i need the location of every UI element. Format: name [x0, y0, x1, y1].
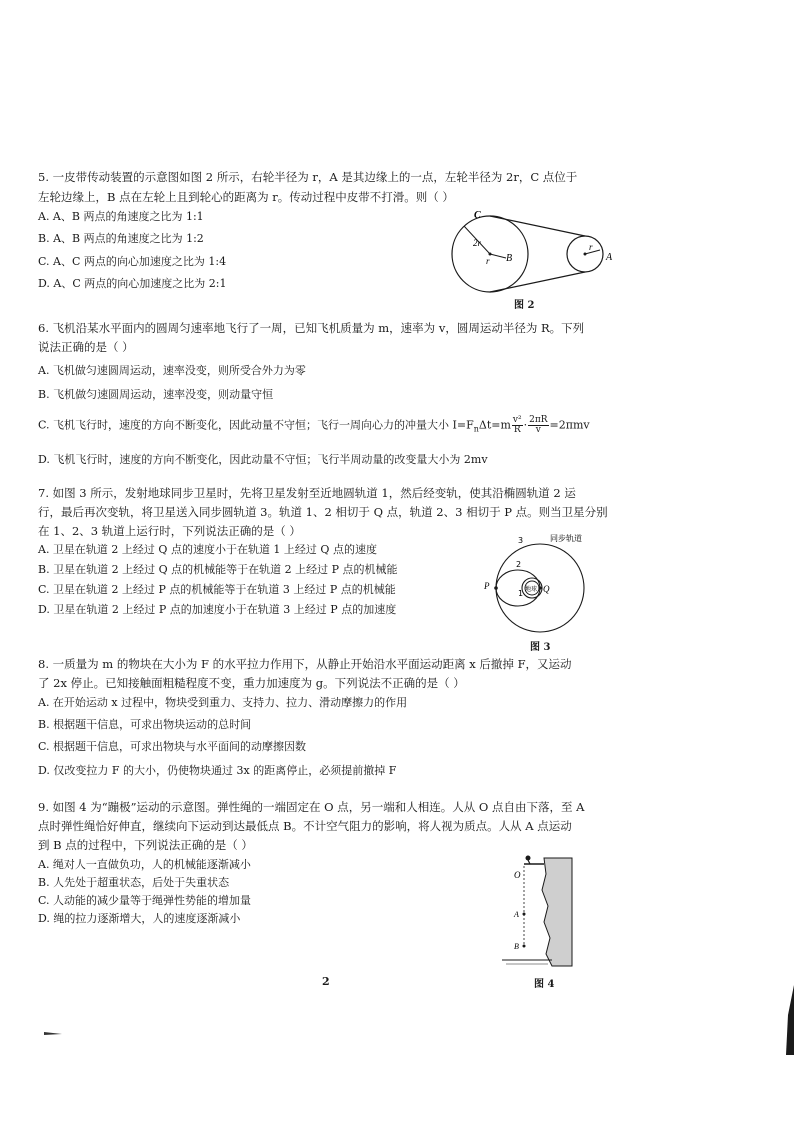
- q7-option-c: C. 卫星在轨道 2 上经过 P 点的机械能等于在轨道 3 上经过 P 点的机械能: [38, 583, 396, 596]
- belt-top: [490, 216, 585, 236]
- fraction-2pir-over-v: [528, 416, 548, 435]
- q9-stem-line2: 点时弹性绳恰好伸直，继续向下运动到达最低点 B。不计空气阻力的影响，将人视为质点。人从 A 点运动: [38, 819, 572, 833]
- q5-option-a: A. A、B 两点的角速度之比为 1:1: [38, 210, 204, 223]
- q9-option-d: D. 绳的拉力逐渐增大，人的速度逐渐减小: [38, 912, 241, 925]
- q7-stem-line1: 7. 如图 3 所示，发射地球同步卫星时，先将卫星发射至近地圆轨道 1，然后经变轨，使其沿椭圆轨道 2 运: [38, 486, 576, 500]
- belt-bottom: [490, 272, 585, 292]
- q6-option-c: C. 飞机飞行时，速度的方向不断变化，因此动量不守恒；飞行一周向心力的冲量大小 $I=F_n\Delta t=m$ $\frac{\text{v²}}{R}$ · $\frac{2\pi R}{v}$ =2πmv: [38, 415, 590, 435]
- label-p: P: [484, 581, 490, 591]
- q9-option-b: B. 人先处于超重状态，后处于失重状态: [38, 876, 230, 889]
- q6-stem-line2: 说法正确的是（ ）: [38, 340, 134, 354]
- q9-option-a: A. 绳对人一直做负功，人的机械能逐渐减小: [38, 858, 251, 871]
- q7-option-d: D. 卫星在轨道 2 上经过 P 点的加速度小于在轨道 3 上经过 P 点的加速度: [38, 603, 397, 616]
- q7-stem-line2: 行，最后再次变轨，将卫星送入同步圆轨道 3。轨道 1、2 相切于 Q 点，轨道 2、3 相切于 P 点。则当卫星分别: [38, 505, 608, 519]
- q6-option-d: D. 飞机飞行时，速度的方向不断变化，因此动量不守恒；飞行半周动量的改变量大小为 2mv: [38, 453, 488, 466]
- q8-option-d: D. 仅改变拉力 F 的大小，仍使物块通过 3x 的距离停止，必须提前撤掉 F: [38, 764, 397, 777]
- label-a: A: [514, 910, 519, 919]
- q9-stem-line1: 9. 如图 4 为“蹦极”运动的示意图。弹性绳的一端固定在 O 点，另一端和人相连。人从 O 点自由下落，至 A: [38, 800, 585, 814]
- label-c: C: [474, 210, 481, 221]
- q5-option-b: B. A、B 两点的角速度之比为 1:2: [38, 232, 204, 245]
- label-earth: 地球: [525, 586, 538, 593]
- q6-option-c-suffix: =2πmv: [549, 418, 590, 432]
- label-b: B: [506, 253, 513, 264]
- point-p: [494, 586, 498, 590]
- radius-r-left: [490, 254, 506, 258]
- fraction-v2-over-r: [512, 416, 523, 435]
- q5-option-c: C. A、C 两点的向心加速度之比为 1:4: [38, 255, 227, 268]
- point-b: [523, 945, 526, 948]
- q7-stem-line3: 在 1、2、3 轨道上运行时，下列说法正确的是（ ）: [38, 524, 301, 538]
- figure-3-orbits: [480, 534, 600, 634]
- q8-option-b: B. 根据题干信息，可求出物块运动的总时间: [38, 718, 252, 731]
- label-q: Q: [543, 584, 550, 594]
- q6-option-b: B. 飞机做匀速圆周运动，速率没变，则动量守恒: [38, 388, 274, 401]
- q6-option-a: A. 飞机做匀速圆周运动，速率没变，则所受合外力为零: [38, 364, 306, 377]
- scan-mark-artifact: [44, 1030, 64, 1036]
- q9-option-c: C. 人动能的减少量等于绳弹性势能的增加量: [38, 894, 252, 907]
- q6-stem-line1: 6. 飞机沿某水平面内的圆周匀速率地飞行了一周，已知飞机质量为 m，速率为 v，圆周运动半径为 R。下列: [38, 321, 585, 335]
- figure-2-caption: 图 2: [514, 300, 535, 311]
- q5-stem-line1: 5. 一皮带传动装置的示意图如图 2 所示，右轮半径为 r，A 是其边缘上的一点，左轮半径为 2r，C 点位于: [38, 170, 578, 184]
- page-number: 2: [322, 975, 330, 988]
- q6-option-c-prefix: C. 飞机飞行时，速度的方向不断变化，因此动量不守恒；飞行一周向心力的冲量大小 I=F: [38, 418, 474, 432]
- label-orbit-3: 3: [518, 536, 524, 545]
- figure-3-caption: 图 3: [530, 642, 551, 653]
- point-a: [523, 913, 526, 916]
- frac1-num: v²: [512, 415, 522, 425]
- frac2-den: v: [535, 425, 541, 435]
- label-r-left: r: [486, 256, 490, 266]
- q6-option-c-mid: Δt=m: [478, 418, 511, 432]
- q9-stem-line3: 到 B 点的过程中，下列说法正确的是（ ）: [38, 838, 253, 852]
- label-2r: 2r: [473, 238, 482, 248]
- q8-stem-line1: 8. 一质量为 m 的物块在大小为 F 的水平拉力作用下，从静止开始沿水平面运动距离 x 后撤掉 F，又运动: [38, 657, 572, 671]
- point-q: [538, 586, 541, 589]
- q7-option-a: A. 卫星在轨道 2 上经过 Q 点的速度小于在轨道 1 上经过 Q 点的速度: [38, 543, 377, 556]
- q5-stem-line2: 左轮边缘上，B 点在左轮上且到轮心的距离为 r。传动过程中皮带不打滑。则（ ）: [38, 190, 454, 204]
- label-orbit-1: 1: [518, 589, 524, 598]
- q7-option-b: B. 卫星在轨道 2 上经过 Q 点的机械能等于在轨道 2 上经过 P 点的机械能: [38, 563, 398, 576]
- q6-option-c-sub: n: [473, 424, 479, 434]
- q8-stem-line2: 了 2x 停止。已知接触面粗糙程度不变，重力加速度为 g。下列说法不正确的是（ ）: [38, 676, 465, 690]
- frac1-den: R: [513, 425, 521, 435]
- figure-4-caption: 图 4: [534, 979, 555, 990]
- label-b: B: [514, 942, 519, 951]
- label-o: O: [514, 870, 521, 880]
- figure-2-belt-drive: [440, 204, 620, 296]
- q8-option-a: A. 在开始运动 x 过程中，物块受到重力、支持力、拉力、滑动摩擦力的作用: [38, 696, 408, 709]
- label-orbit-2: 2: [516, 560, 522, 569]
- q8-option-c: C. 根据题干信息，可求出物块与水平面间的动摩擦因数: [38, 740, 307, 753]
- label-sync-orbit: 同步轨道: [550, 534, 582, 543]
- scan-edge-artifact: [784, 985, 794, 1055]
- label-a: A: [606, 252, 613, 263]
- frac2-num: 2πR: [529, 415, 548, 425]
- cliff: [542, 858, 572, 966]
- jumper-head: [526, 856, 531, 861]
- figure-4-bungee: [500, 854, 580, 974]
- q5-option-d: D. A、C 两点的向心加速度之比为 2:1: [38, 277, 227, 290]
- label-r-right: r: [589, 242, 593, 252]
